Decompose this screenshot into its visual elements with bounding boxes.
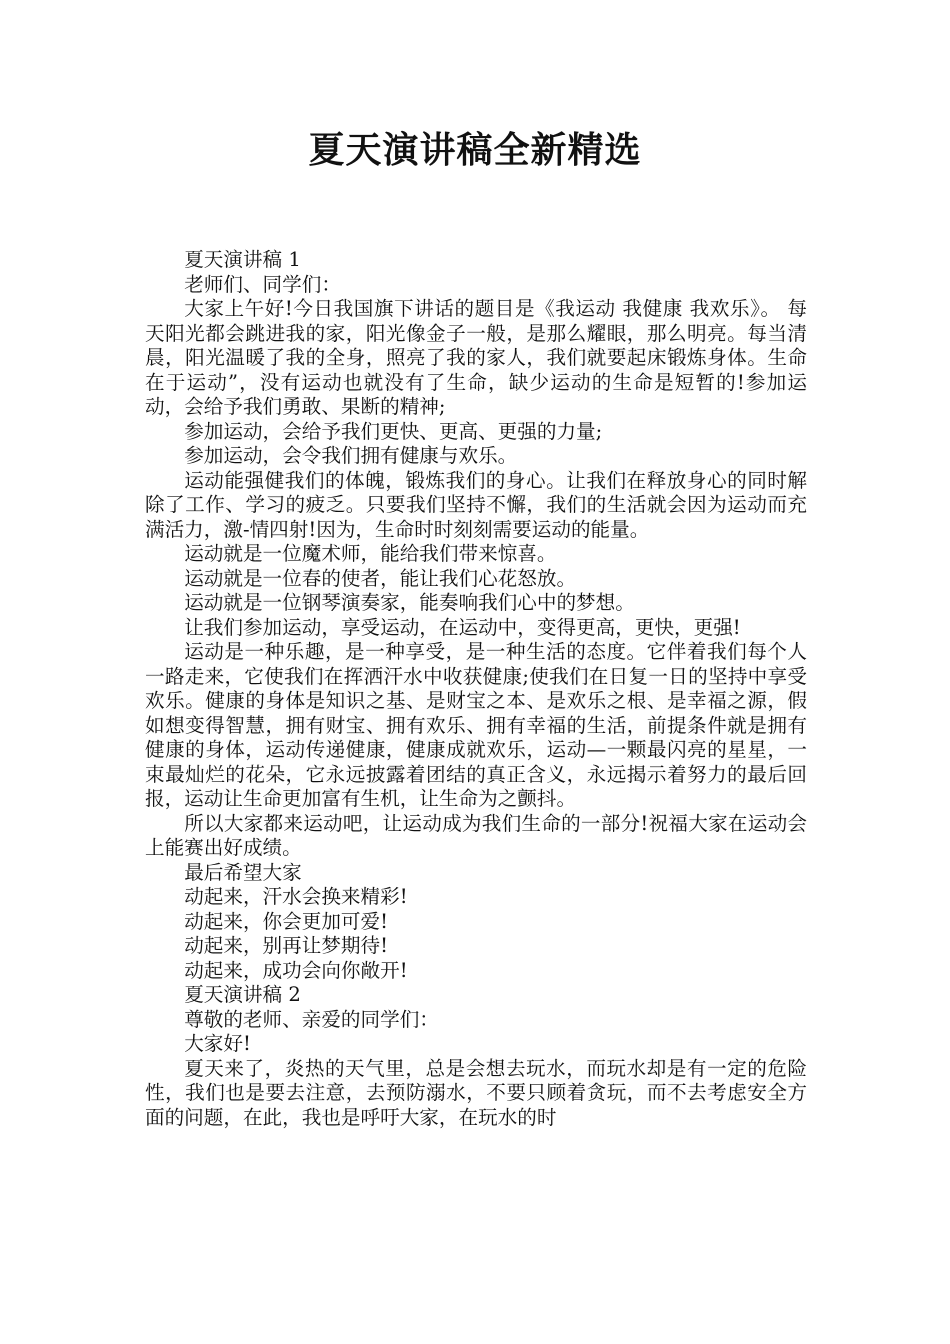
paragraph: 动起来，你会更加可爱! [184,909,388,933]
paragraph: 动起来，汗水会换来精彩! [184,885,408,908]
document-title: 夏天演讲稿全新精选 [308,130,642,171]
paragraph: 所以大家都来运动吧，让运动成为我们生命的一部分!祝福大家在运动会上能赛出好成绩。 [145,811,807,859]
salutation: 老师们、同学们： [184,272,341,296]
paragraph: 大家好! [184,1032,251,1055]
paragraph: 动起来，成功会向你敞开! [184,958,408,982]
paragraph: 运动就是一位钢琴演奏家，能奏响我们心中的梦想。 [184,591,635,614]
paragraph: 运动就是一位魔术师，能给我们带来惊喜。 [184,542,557,565]
salutation: 尊敬的老师、亲爱的同学们： [184,1007,439,1031]
paragraph: 参加运动，会给予我们更快、更高、更强的力量; [184,419,603,443]
paragraph: 大家上午好!今日我国旗下讲话的题目是《我运动 我健康 我欢乐》。 每天阳光都会跳进我的家，阳光像金子一般，是那么耀眼，那么明亮。每当清晨，阳光温暖了我的全身，照亮了我的家人，我们就要起床锻炼身体。生命在于运动”，没有运动也就没有了生命，缺少运动的生命是短暂的!参加运动，会给予我们勇敢、果断的精神; [145,297,807,418]
paragraph: 最后希望大家 [184,860,302,884]
paragraph: 运动能强健我们的体魄，锻炼我们的身心。让我们在释放身心的同时解除了工作、学习的疲乏。只要我们坚持不懈，我们的生活就会因为运动而充满活力，激-情四射!因为，生命时时刻刻需要运动的能量。 [145,468,807,541]
paragraph: 动起来，别再让梦期待! [184,934,388,957]
paragraph: 运动就是一位春的使者，能让我们心花怒放。 [184,566,577,590]
paragraph: 运动是一种乐趣，是一种享受，是一种生活的态度。它伴着我们每个人一路走来，它使我们在挥洒汗水中收获健康;使我们在日复一日的坚持中享受欢乐。健康的身体是知识之基、是财宝之本、是欢乐之根、是幸福之源，假如想变得智慧，拥有财宝、拥有欢乐、拥有幸福的生活，前提条件就是拥有健康的身体，运动传递健康，健康成就欢乐，运动—一颗最闪亮的星星，一束最灿烂的花朵，它永远披露着团结的真正含义，永远揭示着努力的最后回报，运动让生命更加富有生机，让生命为之颤抖。 [145,640,807,810]
paragraph: 参加运动，会令我们拥有健康与欢乐。 [184,444,518,467]
paragraph: 让我们参加运动，享受运动，在运动中，变得更高，更快，更强! [184,615,741,639]
heading-speech-1: 夏天演讲稿 1 [184,248,301,271]
document-body [145,248,807,1130]
heading-speech-2: 夏天演讲稿 2 [184,983,301,1006]
paragraph: 夏天来了，炎热的天气里，总是会想去玩水，而玩水却是有一定的危险性，我们也是要去注意，去预防溺水，不要只顾着贪玩，而不去考虑安全方面的问题，在此，我也是呼吁大家，在玩水的时 [145,1056,807,1129]
